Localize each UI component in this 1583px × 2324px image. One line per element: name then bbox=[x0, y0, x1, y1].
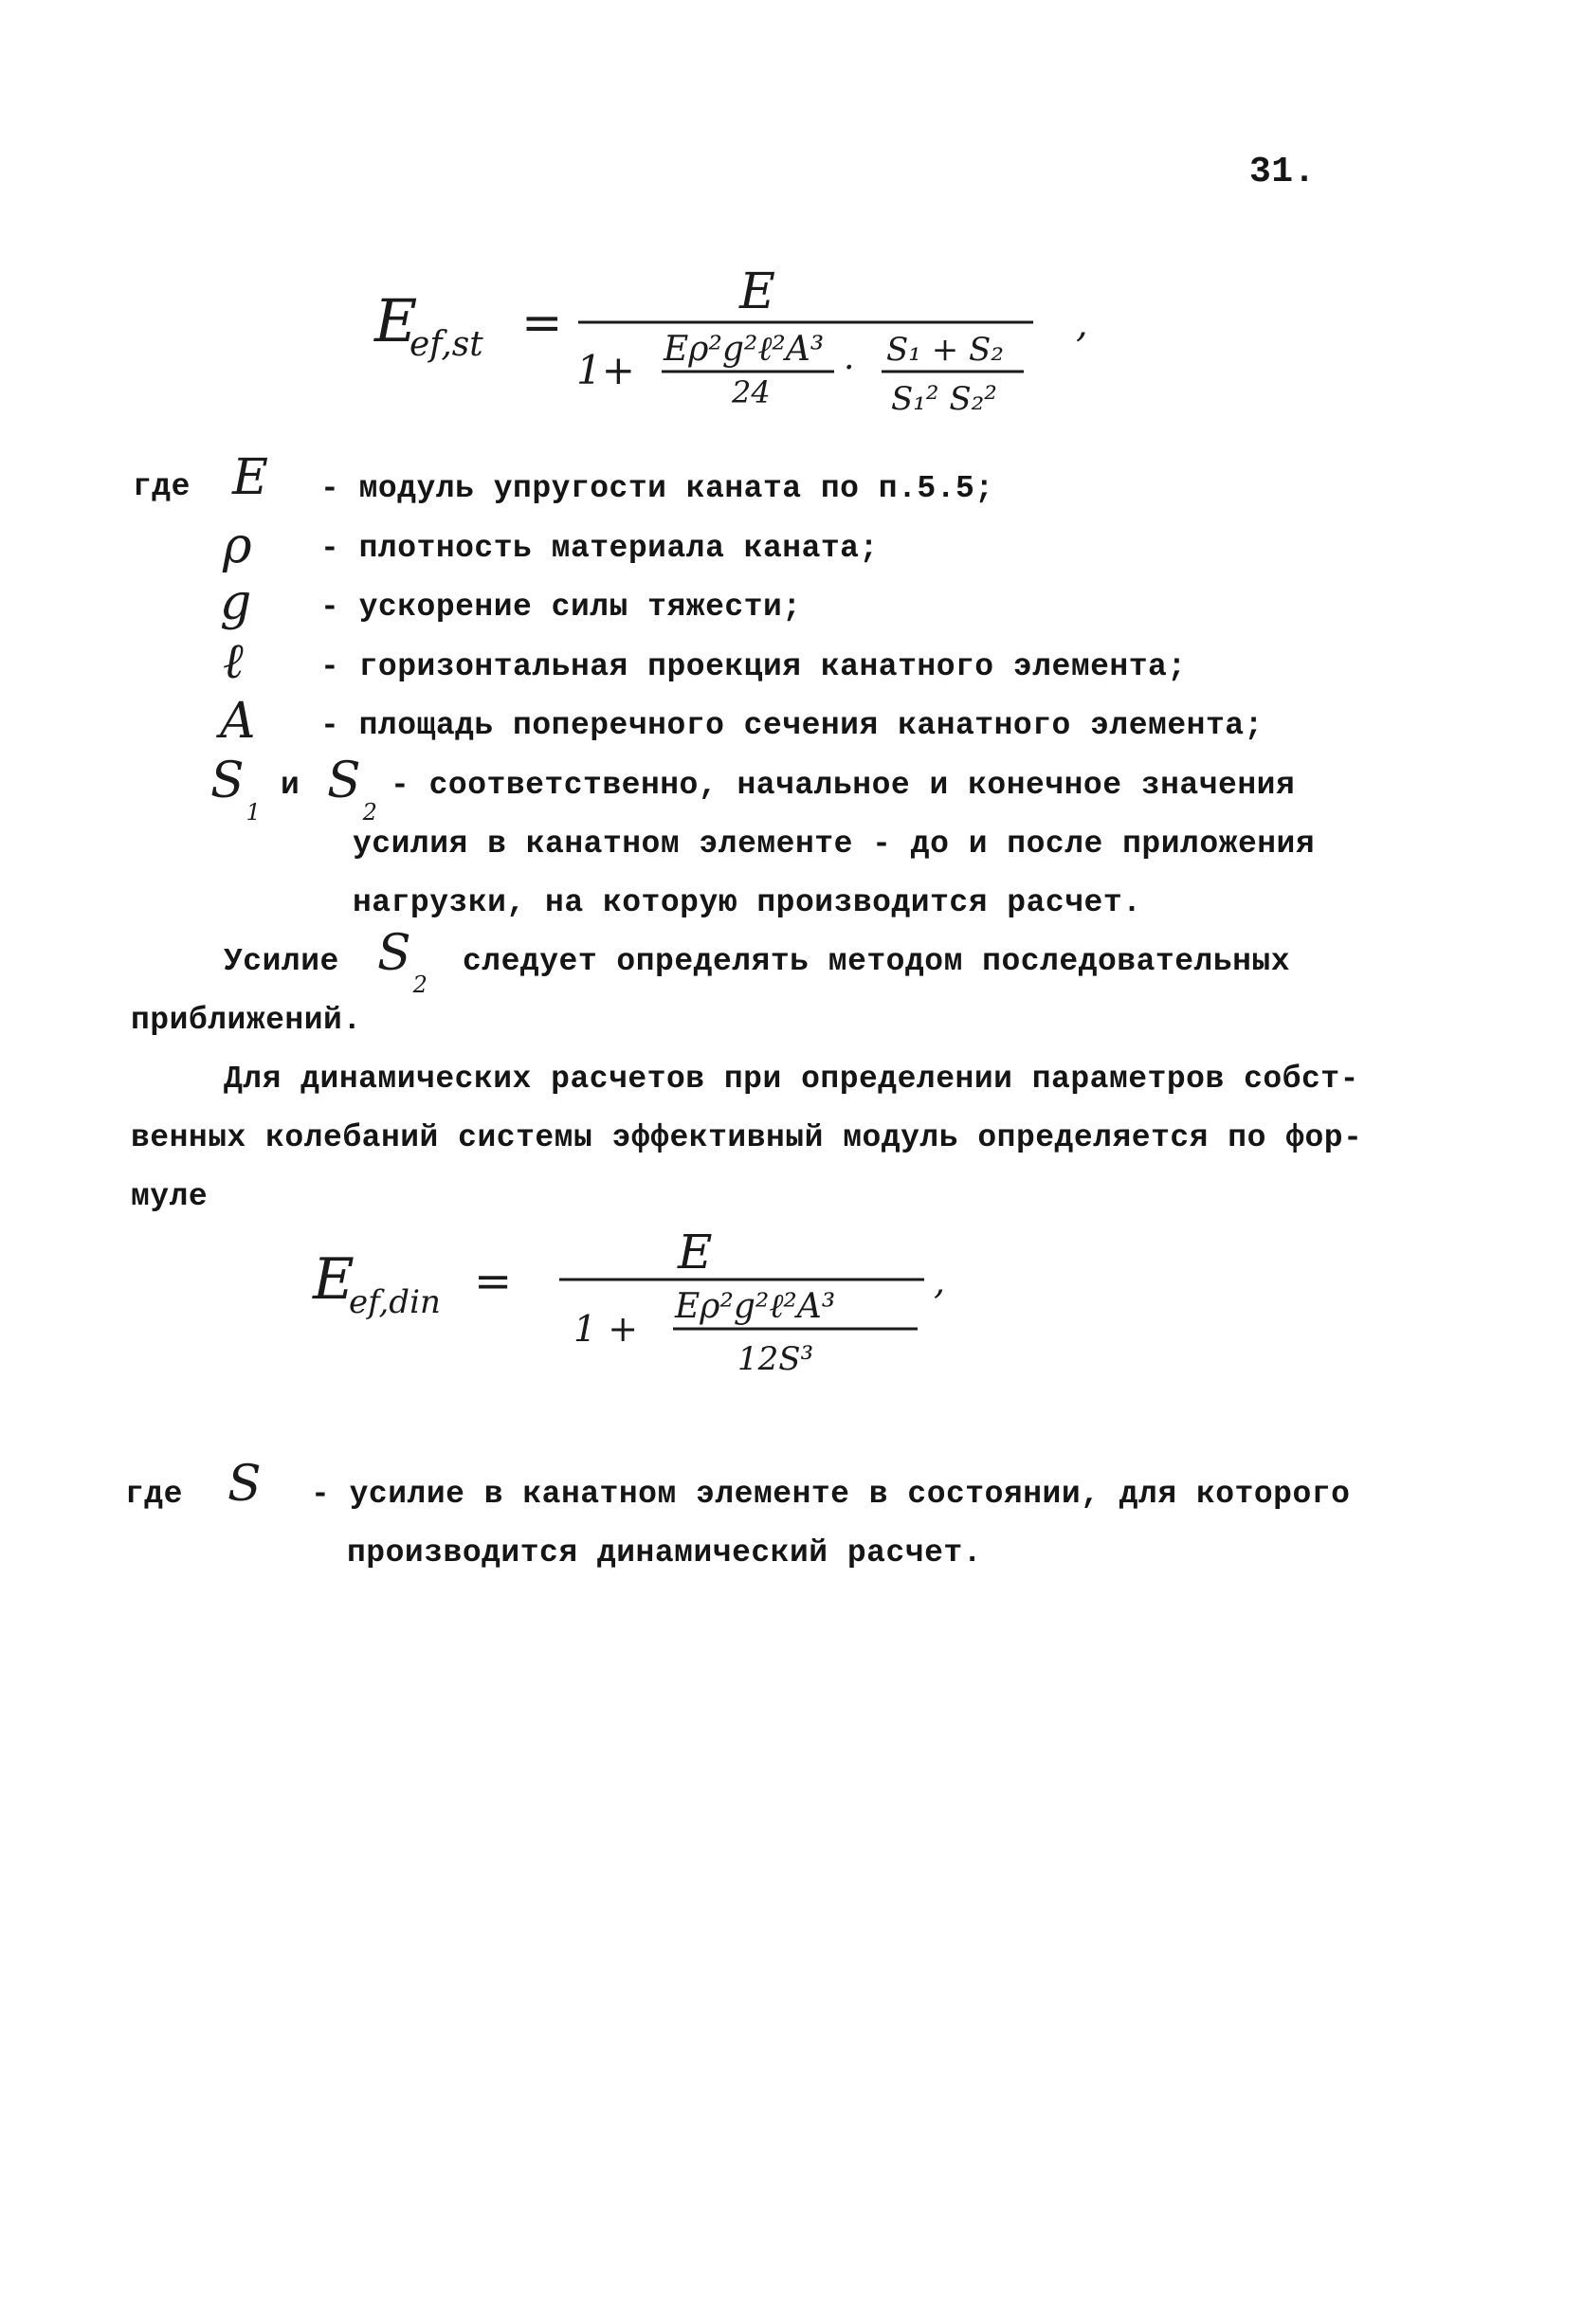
final-definition-line2: производится динамический расчет. bbox=[347, 1535, 983, 1571]
symbol-s1-subscript: 1 bbox=[246, 799, 261, 826]
effort-line2: приближений. bbox=[131, 1003, 362, 1038]
definition-s-line3: нагрузки, на которую производится расчет. bbox=[353, 885, 1142, 920]
formula-dyn-numerator: E bbox=[678, 1225, 713, 1280]
frac2-denominator: S₁² S₂² bbox=[891, 380, 997, 418]
formula-dot: · bbox=[844, 349, 855, 388]
formula-lhs: E bbox=[374, 286, 418, 355]
formula-lhs-subscript: ef,st bbox=[409, 325, 483, 364]
paragraph-line1: Для динамических расчетов при определении параметров собст- bbox=[224, 1062, 1359, 1097]
formula-dyn-lhs-subscript: ef,din bbox=[349, 1283, 441, 1321]
inner-numerator: Eρ²g²ℓ²A³ bbox=[664, 330, 825, 369]
formula-dynamic bbox=[303, 1223, 1024, 1393]
formula-dyn-one-plus: 1 + bbox=[573, 1308, 639, 1350]
formula-static bbox=[360, 265, 1137, 436]
final-symbol-S: S bbox=[227, 1456, 262, 1513]
definition-l: - горизонтальная проекция канатного элемента; bbox=[320, 649, 1187, 684]
formula-one-plus: 1+ bbox=[576, 347, 635, 393]
definition-s-line1: - соответственно, начальное и конечное значения bbox=[391, 768, 1296, 803]
symbol-rho: ρ bbox=[223, 517, 252, 574]
inner-denominator: 24 bbox=[732, 374, 771, 410]
effort-symbol-letter: S bbox=[377, 925, 411, 982]
paragraph-line2: венных колебаний системы эффективный модуль определяется по фор- bbox=[131, 1120, 1363, 1155]
dyn-inner-numerator: Eρ²g²ℓ²A³ bbox=[675, 1287, 836, 1326]
symbol-s1 bbox=[210, 753, 261, 826]
dyn-inner-denominator: 12S³ bbox=[737, 1340, 814, 1378]
formula-trailing-comma: , bbox=[1076, 302, 1088, 346]
final-where-label: где bbox=[125, 1477, 183, 1512]
formula-dyn-trailing-comma: , bbox=[934, 1261, 946, 1302]
page-number: 31. bbox=[1249, 152, 1316, 192]
formula-dyn-equals: = bbox=[474, 1255, 513, 1308]
paragraph-line3: муле bbox=[131, 1179, 209, 1214]
effort-symbol bbox=[377, 925, 428, 998]
symbol-g: g bbox=[220, 574, 252, 631]
formula-dyn-lhs: E bbox=[313, 1246, 355, 1313]
symbol-E: E bbox=[232, 449, 268, 506]
symbol-l: ℓ bbox=[223, 633, 244, 690]
definition-E: - модуль упругости каната по п.5.5; bbox=[320, 471, 994, 506]
symbol-s2 bbox=[327, 753, 377, 826]
conjunction-and: и bbox=[281, 768, 300, 803]
formula-equals: = bbox=[521, 295, 563, 352]
frac2-numerator: S₁ + S₂ bbox=[886, 331, 1004, 369]
definition-g: - ускорение силы тяжести; bbox=[320, 590, 802, 625]
final-definition-line1: - усилие в канатном элементе в состоянии, для которого bbox=[311, 1477, 1351, 1512]
effort-symbol-subscript: 2 bbox=[412, 971, 428, 998]
definition-s-line2: усилия в канатном элементе - до и после приложения bbox=[353, 826, 1316, 862]
where-label: где bbox=[133, 469, 191, 504]
symbol-s2-letter: S bbox=[327, 753, 361, 809]
symbol-s1-letter: S bbox=[210, 753, 245, 809]
definition-rho: - плотность материала каната; bbox=[320, 531, 879, 566]
definition-A: - площадь поперечного сечения канатного элемента; bbox=[320, 708, 1264, 743]
formula-numerator: E bbox=[739, 263, 775, 320]
effort-suffix: следует определять методом последовательных bbox=[463, 944, 1291, 979]
symbol-s2-subscript: 2 bbox=[362, 799, 377, 826]
effort-prefix: Усилие bbox=[224, 944, 339, 979]
symbol-A: A bbox=[220, 693, 256, 750]
